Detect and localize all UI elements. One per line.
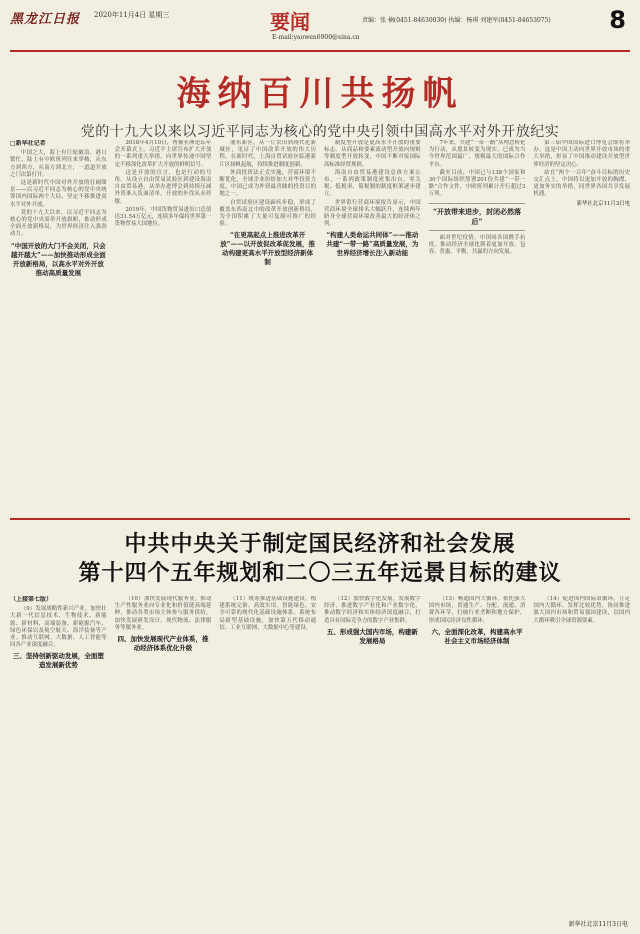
section-divider [10, 518, 630, 520]
paragraph: 第三届中国国际进口博览会即将举办，这是中国主动向世界开放市场的重大举措，彰显了中国推动建设开放型世界经济的坚定决心。 [533, 140, 631, 168]
paragraph: 党的十九大以来，以习近平同志为核心的党中央高举开放旗帜，推动形成全面开放新格局，为世界经济注入强劲动力。 [10, 209, 107, 238]
paragraph: 这是开放的宣言，也是行动的号角。从设立自由贸易试验区到建设海南自由贸易港，从举办进博会到持续压减外资准入负面清单，开放的步伐从未停歇。 [114, 169, 212, 205]
issue-date: 2020年11月4日 星期三 [94, 11, 170, 19]
article-column [429, 140, 526, 512]
article-column [10, 140, 107, 512]
paragraph: 自贸试验区建设蹄疾步稳，形成了覆盖东西南北中的改革开放创新格局，为全国积累了大量可复制可推广的经验。 [219, 199, 317, 228]
article-column [115, 596, 212, 920]
paragraph: 制度型开放是更高水平开放的重要标志。从商品和要素流动型开放向规则等制度型开放转变，中国不断对接国际高标准经贸规则。 [324, 140, 421, 168]
paragraph: 外商投资法正式实施，营商环境不断优化，全球企业纷纷加大对华投资力度，中国已成为外资最青睐的投资目的地之一。 [219, 169, 317, 198]
article-column [219, 140, 316, 512]
newspaper-logo: 黑龙江日报 [10, 12, 81, 27]
section-heading: 五、形成强大国内市场，构建新发展格局 [326, 627, 418, 645]
paragraph: （13）畅通国内大循环。依托强大国内市场，贯通生产、分配、流通、消费各环节，打破行业垄断和地方保护，形成国民经济良性循环。 [428, 596, 526, 624]
paragraph: 站在“两个一百年”奋斗目标的历史交汇点上，中国将以更加开放的胸襟、更加务实的举措，同世界各国共享发展机遇。 [533, 169, 631, 198]
section-heading: 三、坚持创新驱动发展，全面塑造发展新优势 [12, 652, 104, 670]
article-column [533, 140, 630, 512]
article-subtitle: “构建人类命运共同体”——推动共建“一带一路”高质量发展，为世界经济增长注入新动能 [326, 231, 419, 258]
paragraph: 2019年，中国货物贸易进出口总值达31.54万亿元，连续多年保持世界第一货物贸易大国地位。 [114, 206, 212, 228]
paragraph: 2018年4月10日，博鳌亚洲论坛年会开幕式上，习近平主席宣布扩大开放的一系列重大举措，向世界传递中国坚定不移深化改革扩大开放的鲜明信号。 [114, 140, 212, 168]
headline-line: 第十四个五年规划和二〇三五年远景目标的建议 [78, 561, 562, 586]
masthead [10, 6, 630, 52]
article-column [533, 596, 630, 920]
byline: □新华社记者 [10, 140, 46, 147]
article-column [429, 596, 526, 920]
section-title: 要闻 [270, 10, 310, 34]
top-headline: 海纳百川共扬帆 [176, 74, 464, 114]
section-heading: 四、加快发展现代产业体系，推动经济体系优化升级 [117, 635, 209, 653]
paragraph: 这是新时代中国对外开放的壮阔图景——以习近平同志为核心的党中央统筹国内国际两个大局，坚定不移推进高水平对外开放。 [10, 180, 107, 208]
paragraph: 浦东新区，从一片农田到现代化新城区，见证了中国改革开放的伟大历程。在新时代，上海自贸试验区临港新片区扬帆起航，持续推进制度创新。 [219, 140, 317, 168]
section-heading: 六、全面深化改革，构建高水平社会主义市场经济体制 [431, 627, 523, 645]
page-number: 8 [609, 6, 626, 34]
top-article-columns [10, 140, 630, 512]
paragraph: （9）发展战略性新兴产业。加快壮大新一代信息技术、生物技术、新能源、新材料、高端装备、新能源汽车、绿色环保以及航空航天、海洋装备等产业。推动互联网、大数据、人工智能等同各产业深度融合。 [10, 606, 107, 649]
article-subtitle: “中国开放的大门不会关闭，只会越开越大”——加快推动形成全面开放新格局，以高水平对外开放推动高质量发展 [10, 241, 106, 277]
headline-line: 中共中央关于制定国民经济和社会发展 [124, 532, 516, 557]
article-credit: 新华社北京11月3日电 [576, 200, 631, 207]
paragraph: （10）加快发展现代服务业。推动生产性服务业向专业化和价值链高端延伸，推动各类市场主体参与服务供给，加快发展研发设计、现代物流、法律服务等服务业。 [114, 596, 212, 631]
bottom-credit: 新华社北京11月3日电 [568, 921, 628, 928]
article-subtitle: “在更高起点上推进改革开放”——以开放促改革促发展，推动构建更高水平开放型经济新体制 [220, 231, 316, 267]
paragraph: （12）加快数字化发展。发展数字经济，推进数字产业化和产业数字化，推动数字经济和实体经济深度融合，打造具有国际竞争力的数字产业集群。 [324, 596, 421, 624]
pull-quote: “开放带来进步，封闭必然落后” [429, 203, 526, 231]
article-column [324, 596, 421, 920]
article-column [219, 596, 316, 920]
editor-info: 责编：张 楠(0451-84630030) 执编：杨琪 刘建军(0451-84653075) [362, 17, 551, 24]
bottom-article-columns [10, 596, 630, 920]
paragraph: 中国之大，海上有巨轮破浪、港口繁忙，陆上有中欧班列往来穿梭，从东方到西方，从南方到北方，一道道开放之门次第打开。 [10, 150, 107, 178]
top-subhead: 党的十九大以来以习近平同志为核心的党中央引领中国高水平对外开放纪实 [80, 124, 560, 140]
article-column [324, 140, 421, 512]
paragraph: （14）促进国内国际双循环。立足国内大循环，发挥比较优势，协同推进强大国内市场和贸易强国建设，以国内大循环吸引全球资源要素。 [533, 596, 631, 624]
paragraph: 面对世纪疫情，中国同各国携手抗疫，推动经济全球化朝着更加开放、包容、普惠、平衡、共赢的方向发展。 [428, 234, 526, 256]
article-column [10, 596, 107, 920]
continuation-note: （上接第七版） [10, 596, 53, 603]
paragraph: 截至目前，中国已与138个国家和30个国际组织签署201份共建“一带一路”合作文件，中欧班列累计开行超过3万列。 [428, 169, 526, 198]
paragraph: （11）统筹推进基础设施建设。构建系统完备、高效实用、智能绿色、安全可靠的现代化基础设施体系。系统布局新型基础设施，加快第五代移动通信、工业互联网、大数据中心等建设。 [219, 596, 317, 631]
paragraph: 海南自由贸易港建设总体方案公布，一系列政策制度密集出台，零关税、低税率、简税制的制度框架逐步建立。 [324, 169, 421, 198]
article-column [115, 140, 212, 512]
paragraph: 世界银行营商环境报告显示，中国营商环境全球排名大幅跃升，连续两年跻身全球营商环境改善最大的经济体之列。 [324, 199, 421, 228]
paragraph: 7年来，共建“一带一路”从理念转化为行动，从愿景转变为现实，已成为当今世界范围最广、规模最大的国际合作平台。 [428, 140, 526, 168]
bottom-headline [10, 530, 630, 588]
section-email: E-mail:yaowen6900@sina.cn [272, 34, 360, 41]
